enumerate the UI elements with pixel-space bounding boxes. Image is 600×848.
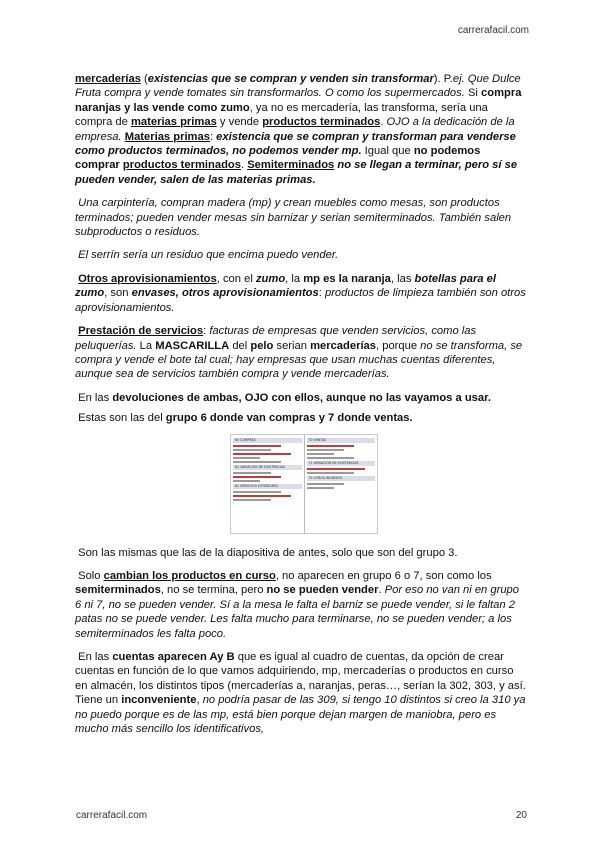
paragraph-mismas: Son las mismas que las de la diapositiva de antes, solo que son del grupo 3. bbox=[78, 546, 458, 559]
document-body bbox=[75, 72, 528, 745]
thumbnail-left-column bbox=[231, 435, 304, 533]
thumbnail-right-header: 70 VENTAS bbox=[307, 438, 376, 443]
paragraph-servicios: Prestación de servicios: facturas de empresas que venden servicios, como las peluquerías. La MASCARILLA del pelo serian mercaderías, porque no se transforma, se compra y vende el bote tal cual; hay empresas que usan muchas cuentas diferentes, aunque sea de servicios también compra y vende mercaderías. bbox=[75, 325, 523, 381]
thumbnail-right-band-3: 75 OTROS INGRESOS bbox=[307, 476, 376, 481]
paragraph-grupos: Estas son las del grupo 6 donde van compras y 7 donde ventas. bbox=[78, 412, 413, 425]
header-site: carrerafacil.com bbox=[457, 25, 529, 36]
thumbnail-left-header: 60 COMPRAS bbox=[233, 438, 302, 443]
paragraph-mercaderias: mercaderías (existencias que se compran y venden sin transformar). P.ej. Que Dulce Fruta compra y vende tomates sin transformarlos. O como los supermercados. Si compra naranjas y las vende como zumo, ya no es mercadería, las transforma, sería una compra de materias primas y vende productos terminados. OJO a la dedicación de la empresa. Materias primas: existencia que se compran y transforman para venderse como productos terminados, no podemos vender mp. Igual que no podemos comprar productos terminados. Semiterminados no se llegan a terminar, pero sí se pueden vender, salen de las materias primas. bbox=[75, 73, 522, 186]
paragraph-aprovisionamientos: Otros aprovisionamientos, con el zumo, la mp es la naranja, las botellas para el zumo, son envases, otros aprovisionamientos: productos de limpieza también son otros aprovisionamientos. bbox=[75, 272, 526, 314]
paragraph-devoluciones: En las devoluciones de ambas, OJO con ellos, aunque no las vayamos a usar. bbox=[78, 391, 491, 404]
accounts-table-thumbnail bbox=[230, 434, 378, 534]
thumbnail-right-column bbox=[304, 435, 378, 533]
thumbnail-left-band-3: 62 SERVICIOS EXTERIORES bbox=[233, 484, 302, 489]
paragraph-cuentas: En las cuentas aparecen Ay B que es igual al cuadro de cuentas, da opción de crear cuentas en función de lo que vamos adquiriendo, mp, mercaderías o productos en curso en almacén, los distintos tipos (mercaderías a, naranjas, peras…, serían la 302, 303, y así. Tiene un inconveniente, no podría pasar de las 309, si tengo 10 distintos si creo la 310 ya no puedo porque es de las mp, está bien porque dejan margen de maniobra, pero es mucho más sencillo los identificativos, bbox=[75, 650, 526, 735]
page-number: 20 bbox=[515, 810, 527, 821]
thumbnail-right-band-2: 71 VARIACIÓN DE EXISTENCIAS bbox=[307, 461, 376, 466]
paragraph-carpinteria: Una carpintería, compran madera (mp) y crean muebles como mesas, son productos terminados; pueden vender mesas sin barnizar y serian semiterminados. También salen subproductos o residuos. bbox=[75, 197, 512, 239]
footer-site: carrerafacil.com bbox=[76, 810, 148, 821]
paragraph-productos-en-curso: Solo cambian los productos en curso, no aparecen en grupo 6 o 7, son como los semiterminados, no se termina, pero no se pueden vender. Por eso no van ni en grupo 6 ni 7, no se pueden vender. Sí a la mesa le falta el barniz se puede vender, si le faltan 2 patas no se puede vender. Les falta mucho para terminarse, no se pueden vender; a los semiterminados les falta poco. bbox=[75, 569, 519, 640]
paragraph-serrin: El serrín sería un residuo que encima puedo vender. bbox=[78, 249, 339, 262]
thumbnail-left-band-2: 61 VARIACIÓN DE EXISTENCIAS bbox=[233, 465, 302, 470]
